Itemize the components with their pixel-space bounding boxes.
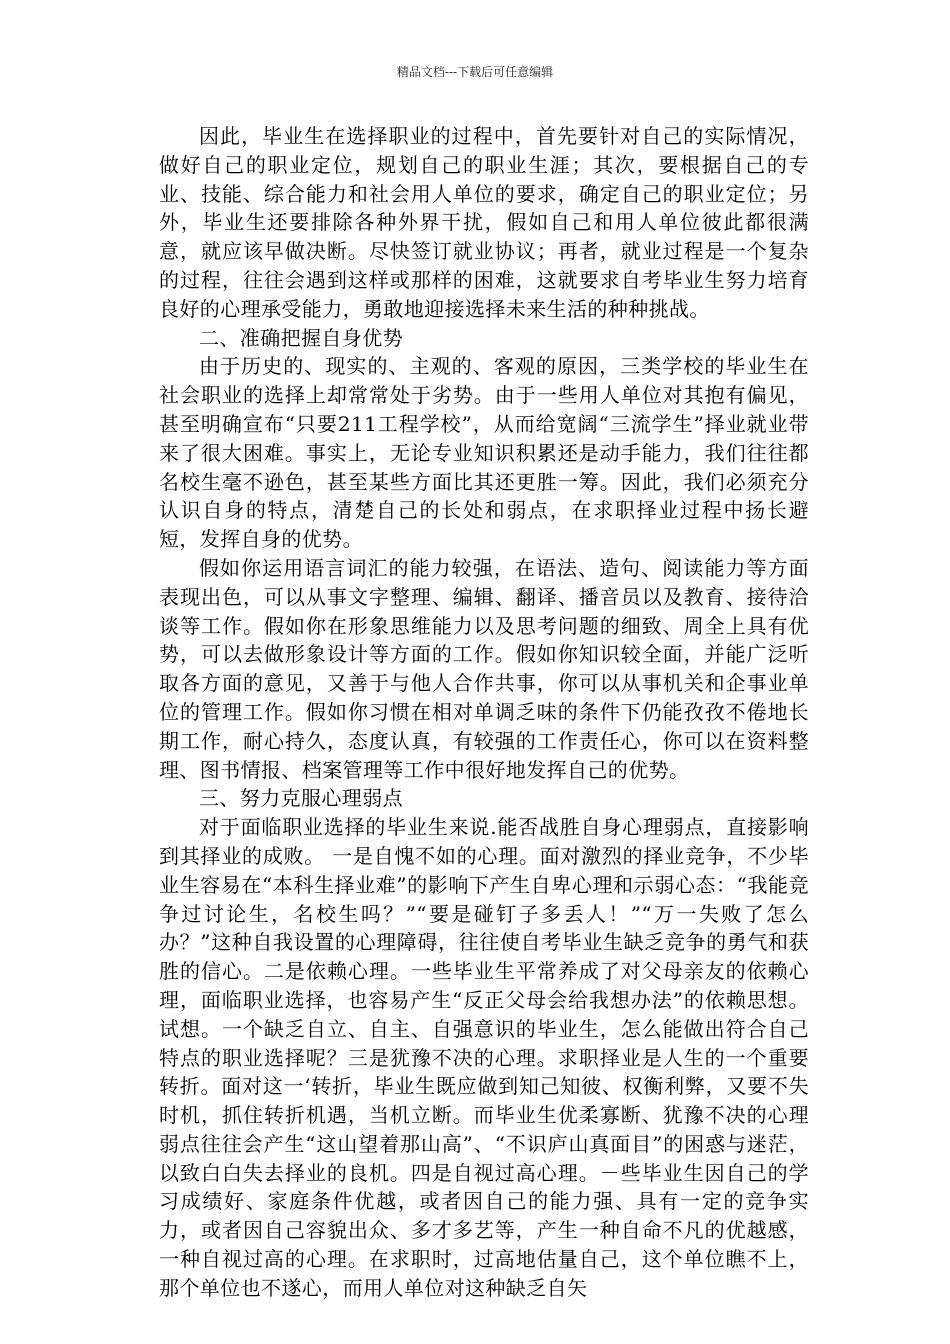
- paragraph-career-positioning: 因此，毕业生在选择职业的过程中，首先要针对自己的实际情况，做好自己的职业定位，规划自己的职业生涯；其次，要根据自己的专业、技能、综合能力和社会用人单位的要求，确定自己的职业定位；另外，毕业生还要排除各种外界干扰，假如自己和用人单位彼此都很满意，就应该早做决断。尽快签订就业协议；再者，就业过程是一个复杂的过程，往往会遇到这样或那样的困难，这就要求自考毕业生努力培育良好的心理承受能力，勇敢地迎接选择未来生活的种种挑战。: [159, 124, 809, 321]
- section-heading-psychology: 三、努力克服心理弱点: [199, 786, 403, 811]
- paragraph-psychology-weaknesses: 对于面临职业选择的毕业生来说.能否战胜自身心理弱点，直接影响到其择业的成败。 一是自愧不如的心理。面对激烈的择业竞争，不少毕业生容易在“本科生择业难”的影响下产生自卑心理和示弱心态：“我能竞争过讨论生，名校生吗？”“要是碰钉子多丢人！”“万一失败了怎么办？”这种自我设置的心理障碍，往往使自考毕业生缺乏竞争的勇气和获胜的信心。二是依赖心理。一些毕业生平常养成了对父母亲友的依赖心理，面临职业选择，也容易产生“反正父母会给我想办法”的依赖思想。试想。一个缺乏自立、自主、自强意识的毕业生，怎么能做出符合自己特点的职业选择呢？三是犹豫不决的心理。求职择业是人生的一个重要转折。面对这一‘转折，毕业生既应做到知己知彼、权衡利弊，又要不失时机，抓住转折机遇，当机立断。而毕业生优柔寡断、犹豫不决的心理弱点往往会产生“这山望着那山高”、“不识庐山真面目”的困惑与迷茫，以致白白失去择业的良机。四是自视过高心理。－些毕业生因自己的学习成绩好、家庭条件优越，或者因自己的能力强、具有一定的竞争实力，或者因自己容貌出众、多才多艺等，产生一种自命不凡的优越感，一种自视过高的心理。在求职时，过高地估量自己，这个单位瞧不上，那个单位也不遂心，而用人单位对这种缺乏自矢: [159, 815, 809, 1300]
- document-body: [159, 122, 809, 1303]
- section-heading-strengths: 二、准确把握自身优势: [199, 325, 403, 350]
- paragraph-strengths-intro: 由于历史的、现实的、主观的、客观的原因，三类学校的毕业生在社会职业的选择上却常常处于劣势。由于一些用人单位对其抱有偏见，甚至明确宣布“只要211工程学校”，从而给宽阔“三流学生”择业就业带来了很大困难。事实上，无论专业知识积累还是动手能力，我们往往都名校生毫不逊色，甚至某些方面比其还更胜一筹。因此，我们必须充分认识自身的特点，清楚自己的长处和弱点，在求职择业过程中扬长避短，发挥自身的优势。: [159, 354, 809, 552]
- paragraph-strengths-examples: 假如你运用语言词汇的能力较强，在语法、造句、阅读能力等方面表现出色，可以从事文字整理、编辑、翻译、播音员以及教育、接待洽谈等工作。假如你在形象思维能力以及思考问题的细致、周全上具有优势，可以去做形象设计等方面的工作。假如你知识较全面，并能广泛听取各方面的意见，又善于与他人合作共事，你可以从事机关和企事业单位的管理工作。假如你习惯在相对单调乏味的条件下仍能孜孜不倦地长期工作，耐心持久，态度认真，有较强的工作责任心，你可以在资料整理、图书情报、档案管理等工作中很好地发挥自己的优势。: [159, 555, 809, 782]
- page-header: 精品文档---下载后可任意编辑: [396, 65, 554, 79]
